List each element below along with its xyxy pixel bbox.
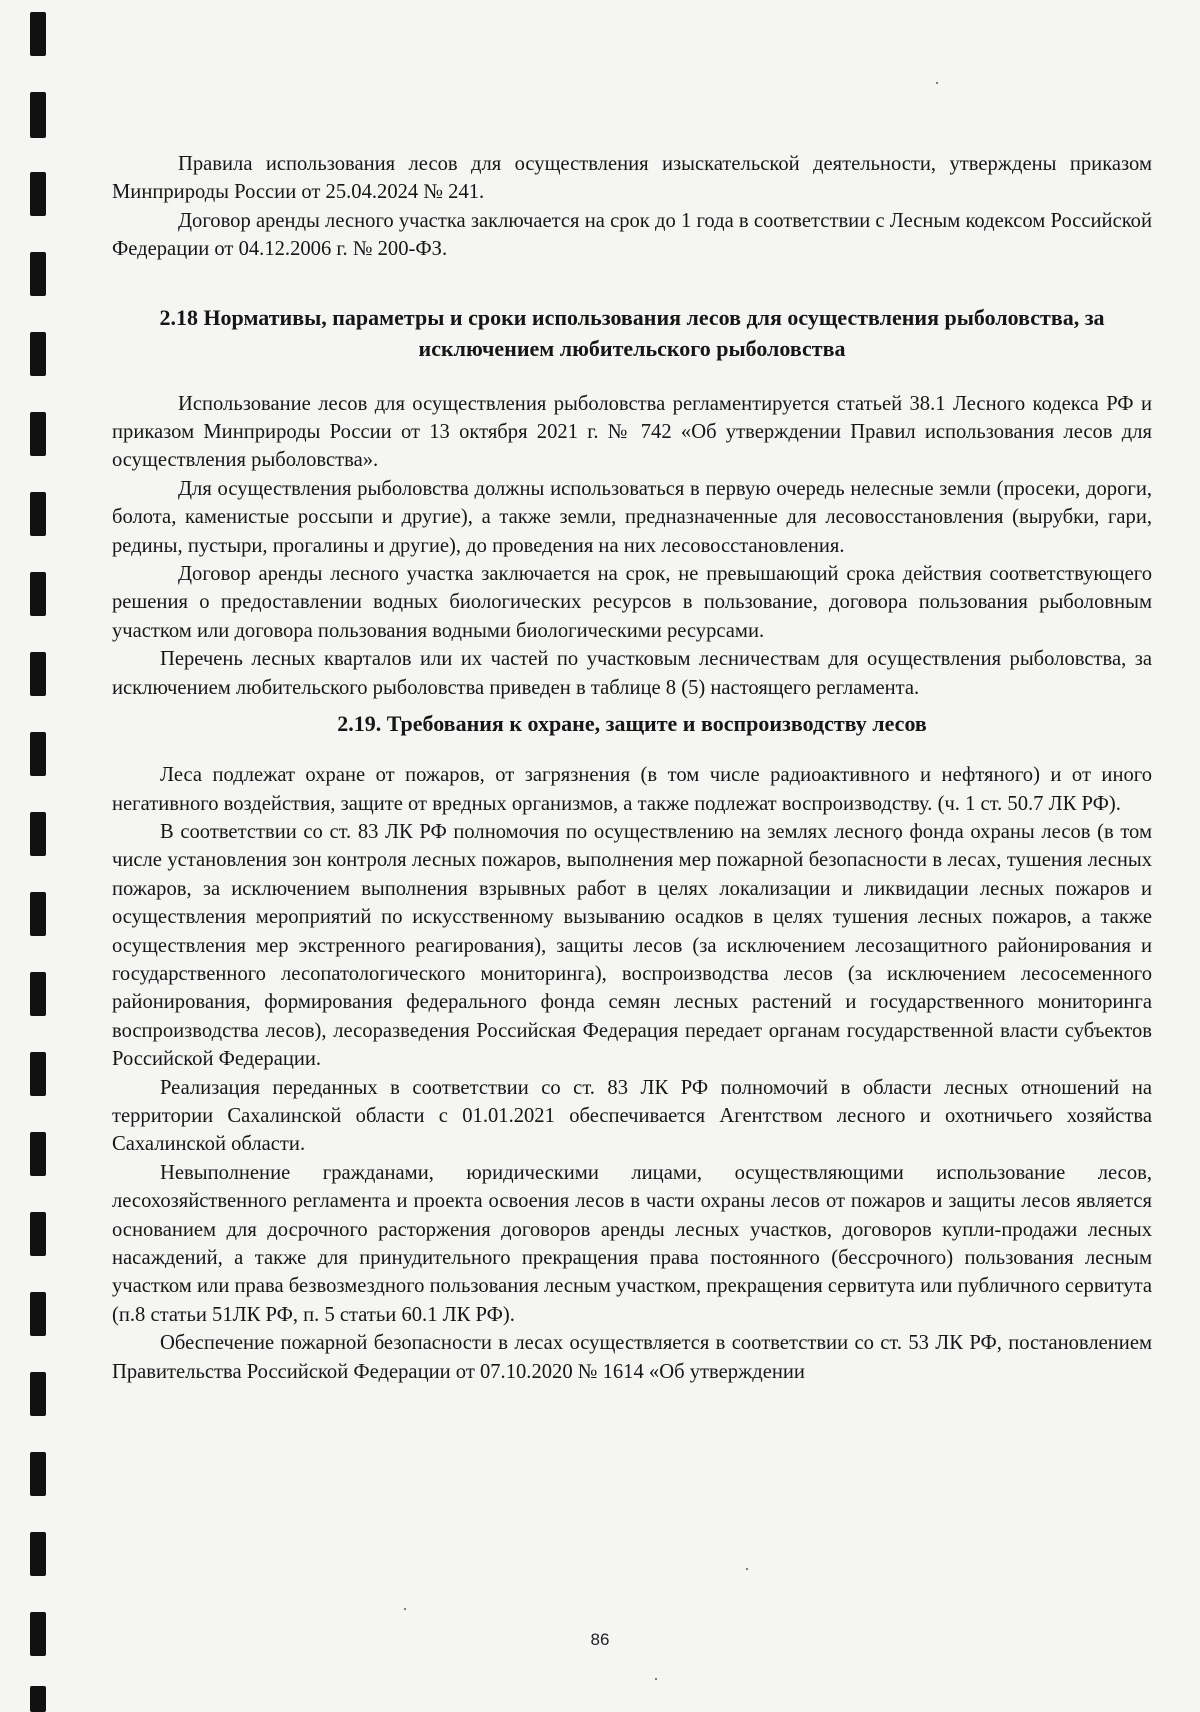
section-heading-2-18: 2.18 Нормативы, параметры и сроки использования лесов для осуществления рыболовства, за исключением любительского рыболовства	[159, 304, 1105, 361]
binding-mark	[30, 252, 46, 296]
scan-speck	[404, 1608, 406, 1610]
binding-mark	[30, 1452, 46, 1496]
binding-mark	[30, 652, 46, 696]
scan-speck	[655, 1678, 657, 1680]
binding-mark	[30, 332, 46, 376]
document-body	[112, 150, 1152, 1386]
body-paragraph: Леса подлежат охране от пожаров, от загрязнения (в том числе радиоактивного и нефтяного) и от иного негативного воздействия, защите от вредных организмов, а также подлежат воспроизводству. (ч. 1 ст. 50.7 ЛК РФ).	[112, 764, 1152, 815]
body-paragraph: Использование лесов для осуществления рыболовства регламентируется статьей 38.1 Лесного кодекса РФ и приказом Минприроды России от 13 октября 2021 г. № 742 «Об утверждении Правил использования лесов для осуществления рыболовства».	[112, 392, 1152, 472]
binding-mark	[30, 1212, 46, 1256]
scan-speck	[746, 1568, 748, 1570]
body-paragraph: Невыполнение гражданами, юридическими лицами, осуществляющими использование лесов, лесохозяйственного регламента и проекта освоения лесов в части охраны лесов от пожаров и защиты лесов является основанием для досрочного расторжения договоров аренды лесных участков, договоров купли-продажи лесных насаждений, а также для принудительного прекращения права постоянного (бессрочного) пользования лесным участком или права безвозмездного пользования лесным участком, прекращения сервитута или публичного сервитута (п.8 статьи 51ЛК РФ, п. 5 статьи 60.1 ЛК РФ).	[112, 1161, 1152, 1326]
body-paragraph: Перечень лесных кварталов или их частей по участковым лесничествам для осуществления рыболовства, за исключением любительского рыболовства приведен в таблице 8 (5) настоящего регламента.	[112, 648, 1152, 699]
body-paragraph: Договор аренды лесного участка заключается на срок до 1 года в соответствии с Лесным кодексом Российской Федерации от 04.12.2006 г. № 200-ФЗ.	[112, 209, 1152, 261]
binding-holes	[0, 0, 60, 1712]
binding-mark	[30, 892, 46, 936]
binding-mark	[30, 812, 46, 856]
section-heading-2-19: 2.19. Требования к охране, защите и воспроизводству лесов	[337, 711, 927, 737]
binding-mark	[30, 92, 46, 138]
body-paragraph: Обеспечение пожарной безопасности в лесах осуществляется в соответствии со ст. 53 ЛК РФ, постановлением Правительства Российской Федерации от 07.10.2020 № 1614 «Об утверждении	[112, 1332, 1152, 1383]
body-paragraph: Реализация переданных в соответствии со ст. 83 ЛК РФ полномочий в области лесных отношений на территории Сахалинской области с 01.01.2021 обеспечивается Агентством лесного и охотничьего хозяйства Сахалинской области.	[112, 1076, 1152, 1156]
body-paragraph: В соответствии со ст. 83 ЛК РФ полномочия по осуществлению на землях лесного фонда охраны лесов (в том числе установления зон контроля лесных пожаров, выполнения мер пожарной безопасности в лесах, тушения лесных пожаров, за исключением выполнения взрывных работ в целях локализации и ликвидации лесных пожаров и осуществления мероприятий по искусственному вызыванию осадков в целях тушения лесных пожаров, а также осуществления мер экстренного реагирования), защиты лесов (за исключением лесозащитного районирования и государственного лесопатологического мониторинга), воспроизводства лесов (за исключением лесосеменного районирования, формирования федерального фонда семян лесных растений и государственного мониторинга воспроизводства лесов), лесоразведения Российская Федерация передает органам государственной власти субъектов Российской Федерации.	[112, 820, 1152, 1071]
binding-mark	[30, 1686, 46, 1712]
binding-mark	[30, 1532, 46, 1576]
binding-mark	[30, 972, 46, 1016]
binding-mark	[30, 1132, 46, 1176]
body-paragraph: Договор аренды лесного участка заключается на срок, не превышающий срока действия соответствующего решения о предоставлении водных биологических ресурсов в пользование, договора пользования рыболовным участком или договора пользования водными биологическими ресурсами.	[112, 563, 1152, 642]
binding-mark	[30, 732, 46, 776]
binding-mark	[30, 1372, 46, 1416]
binding-mark	[30, 12, 46, 56]
binding-mark	[30, 172, 46, 216]
body-paragraph: Правила использования лесов для осуществления изыскательской деятельности, утверждены приказом Минприроды России от 25.04.2024 № 241.	[112, 153, 1152, 204]
binding-mark	[30, 1052, 46, 1096]
binding-mark	[30, 412, 46, 456]
binding-mark	[30, 1292, 46, 1336]
binding-mark	[30, 492, 46, 536]
binding-mark	[30, 572, 46, 616]
body-paragraph: Для осуществления рыболовства должны использоваться в первую очередь нелесные земли (просеки, дороги, болота, каменистые россыпи и другие), а также земли, предназначенные для лесовосстановления (вырубки, гари, редины, пустыри, прогалины и другие), до проведения на них лесовосстановления.	[112, 477, 1152, 557]
page-number: 86	[590, 1630, 610, 1649]
scan-speck	[936, 82, 938, 84]
